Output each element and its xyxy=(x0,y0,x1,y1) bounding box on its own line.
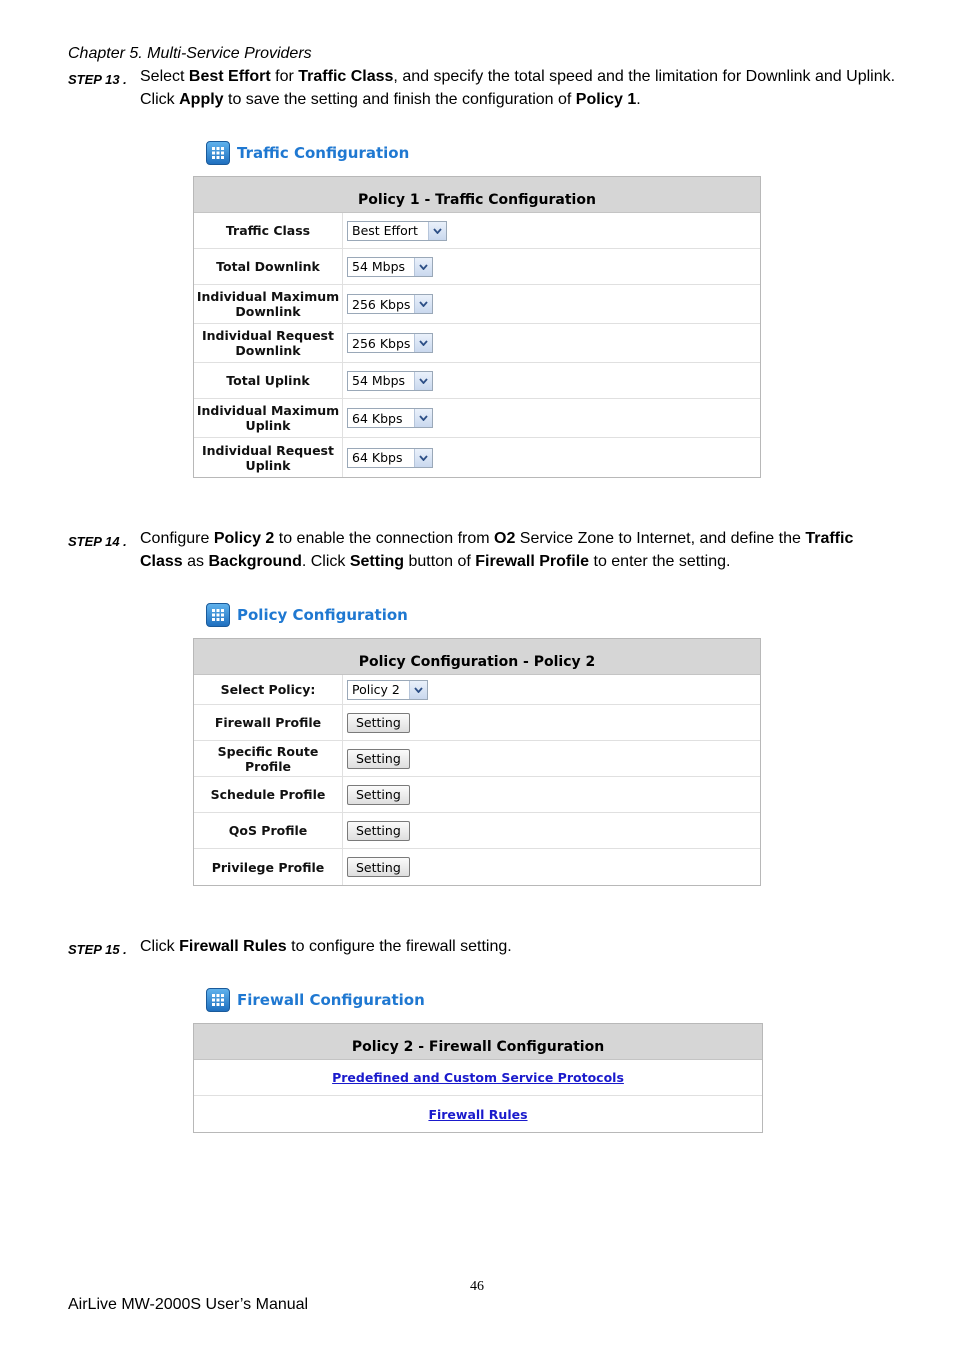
row-label: Traffic Class xyxy=(194,213,343,248)
row-label: Individual Maximum Downlink xyxy=(194,285,343,323)
row-label: Total Downlink xyxy=(194,249,343,284)
schedule-profile-setting-button[interactable]: Setting xyxy=(347,785,410,805)
traffic-class-select[interactable]: Best Effort xyxy=(347,221,447,241)
service-protocols-link[interactable]: Predefined and Custom Service Protocols xyxy=(332,1070,624,1085)
step-text: Click Firewall Rules to configure the firewall setting. xyxy=(140,938,512,955)
table-row xyxy=(194,249,760,285)
individual-request-downlink-select[interactable]: 256 Kbps xyxy=(347,333,433,353)
chevron-down-icon xyxy=(414,295,432,313)
table-row xyxy=(194,1096,762,1132)
step-number: STEP 15 . xyxy=(68,942,127,957)
chevron-down-icon xyxy=(414,449,432,467)
privilege-profile-setting-button[interactable]: Setting xyxy=(347,857,410,877)
step-text: Configure Policy 2 to enable the connection from O2 Service Zone to Internet, and define the Traffic Class as Background. Click Setting button of Firewall Profile to enter the setting. xyxy=(140,530,854,570)
qos-profile-setting-button[interactable]: Setting xyxy=(347,821,410,841)
table-row xyxy=(194,813,760,849)
firewall-config-title: Firewall Configuration xyxy=(206,987,425,1013)
specific-route-setting-button[interactable]: Setting xyxy=(347,749,410,769)
table-row xyxy=(194,363,760,399)
firewall-rules-link[interactable]: Firewall Rules xyxy=(428,1106,528,1122)
individual-max-downlink-select[interactable]: 256 Kbps xyxy=(347,294,433,314)
footer: AirLive MW-2000S User’s Manual xyxy=(68,1296,309,1313)
select-policy-dropdown[interactable]: Policy 2 xyxy=(347,680,428,700)
policy-config-title: Policy Configuration xyxy=(206,602,408,628)
table-row xyxy=(194,1060,762,1096)
table-row xyxy=(194,849,760,885)
page-number: 46 xyxy=(470,1279,484,1294)
chevron-down-icon xyxy=(428,222,446,240)
table-header: Policy 1 - Traffic Configuration xyxy=(194,177,760,213)
policy-config-table xyxy=(193,638,761,886)
row-label: Schedule Profile xyxy=(194,777,343,812)
firewall-config-table xyxy=(193,1023,763,1133)
table-row xyxy=(194,777,760,813)
total-downlink-select[interactable]: 54 Mbps xyxy=(347,257,433,277)
chapter-header: Chapter 5. Multi-Service Providers xyxy=(68,45,312,62)
row-label: Select Policy: xyxy=(194,675,343,704)
table-header: Policy 2 - Firewall Configuration xyxy=(194,1024,762,1060)
row-label: Specific Route Profile xyxy=(194,741,343,776)
step-number: STEP 14 . xyxy=(68,534,127,549)
table-row xyxy=(194,705,760,741)
step-15 xyxy=(68,935,900,958)
grid-icon xyxy=(206,988,230,1012)
grid-icon xyxy=(206,603,230,627)
table-row xyxy=(194,741,760,777)
table-row xyxy=(194,285,760,324)
firewall-profile-setting-button[interactable]: Setting xyxy=(347,713,410,733)
traffic-config-table xyxy=(193,176,761,478)
grid-icon xyxy=(206,141,230,165)
step-number: STEP 13 . xyxy=(68,72,127,87)
individual-max-uplink-select[interactable]: 64 Kbps xyxy=(347,408,433,428)
individual-request-uplink-select[interactable]: 64 Kbps xyxy=(347,448,433,468)
row-label: Privilege Profile xyxy=(194,849,343,885)
traffic-config-title: Traffic Configuration xyxy=(206,140,409,166)
step-text: Select Best Effort for Traffic Class, and specify the total speed and the limitation for Downlink and Uplink. Click Apply to save the setting and finish the configuration of Policy 1. xyxy=(140,68,896,108)
row-label: Firewall Profile xyxy=(194,705,343,740)
chevron-down-icon xyxy=(414,372,432,390)
chevron-down-icon xyxy=(414,409,432,427)
row-label: Total Uplink xyxy=(194,363,343,398)
table-row xyxy=(194,324,760,363)
chevron-down-icon xyxy=(414,258,432,276)
row-label: Individual Maximum Uplink xyxy=(194,399,343,437)
total-uplink-select[interactable]: 54 Mbps xyxy=(347,371,433,391)
step-14 xyxy=(68,527,900,573)
row-label: QoS Profile xyxy=(194,813,343,848)
table-row xyxy=(194,438,760,477)
chevron-down-icon xyxy=(409,681,427,699)
table-header: Policy Configuration - Policy 2 xyxy=(194,639,760,675)
row-label: Individual Request Downlink xyxy=(194,324,343,362)
step-13 xyxy=(68,65,900,111)
table-row xyxy=(194,399,760,438)
chevron-down-icon xyxy=(414,334,432,352)
table-row xyxy=(194,675,760,705)
row-label: Individual Request Uplink xyxy=(194,438,343,477)
table-row xyxy=(194,213,760,249)
